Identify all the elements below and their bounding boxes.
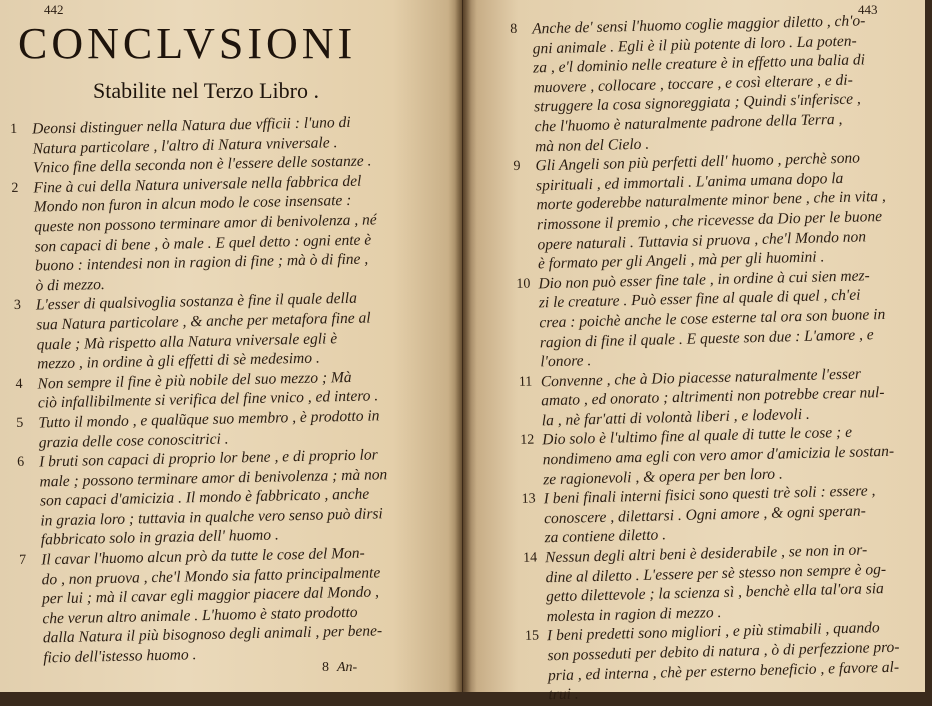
entry-line: muovere , collocare , toccare , e così elterare , e di- — [533, 71, 853, 97]
entry-number: 5 — [16, 415, 24, 431]
entry-line: conoscere , dilettarsi . Ogni amore , & ogni speran- — [543, 502, 867, 528]
entry-number: 10 — [516, 276, 531, 292]
entry-line: za contiene diletto . — [544, 526, 667, 547]
page-number-right: 443 — [858, 2, 878, 17]
conclusion-entry — [19, 542, 441, 668]
entry-line: do , non pruova , che'l Mondo sia fatto principalmente — [41, 564, 381, 589]
page-number-left: 442 — [44, 2, 64, 17]
entry-line: nondimeno ama egli con vero amor d'amicizia le sostan- — [542, 442, 895, 469]
entry-line: Non sempre il fine è più nobile del suo mezzo ; Mà — [37, 368, 352, 393]
entry-number: 2 — [11, 180, 19, 196]
entry-number: 8 — [510, 21, 518, 37]
entry-line: son capaci d'amicizia . Il mondo è fabbricato , anche — [39, 485, 370, 510]
entry-line: crea : poichè anche le cose esterne tal ora son buone in — [539, 305, 886, 332]
entry-line: male ; possono terminare amor di benivolenza ; mà non — [39, 465, 388, 491]
entry-line: l'onore . — [540, 352, 592, 371]
entry-line: ragion di fine il quale . E queste son due : L'amore , e — [539, 325, 874, 351]
right-page — [463, 0, 925, 704]
entry-line: che verun altro animale . L'huomo è stato prodotto — [42, 603, 358, 628]
entry-line: son capaci di bene , ò male . E quel detto : ogni ente è — [34, 231, 372, 256]
catchword — [322, 660, 357, 676]
entry-line: Dio non può esser fine tale , in ordine à cui sien mez- — [538, 267, 870, 293]
left-text-column — [10, 111, 441, 668]
entry-line: Fine à cui della Natura universale nella fabbrica del — [33, 172, 362, 197]
entry-number: 6 — [17, 454, 25, 471]
entry-line: Vnico fine della seconda non è l'essere delle sostanze . — [32, 152, 372, 177]
entry-line: I beni predetti sono migliori , e più stimabili , quando — [546, 619, 880, 645]
entry-number: 13 — [521, 491, 536, 508]
entry-line: son posseduti per debito di natura , ò di perfezzione pro- — [547, 638, 900, 665]
entry-line: spirituali , ed immortali . L'anima umana dopo la — [535, 169, 844, 195]
entry-line: trui . — [548, 685, 579, 704]
entry-line: Dio solo è l'ultimo fine al quale di tutte le cose ; e — [542, 424, 853, 449]
entry-number: 15 — [524, 628, 540, 645]
entry-line: amato , ed onorato ; altrimenti non potrebbe crear nul- — [541, 384, 885, 410]
entry-line: queste non possono terminare amor di benivolenza , né — [34, 211, 377, 236]
entry-line: Nessun degli altri beni è desiderabile , se non in or- — [544, 541, 868, 567]
entry-line: zi le creature . Può esser fine al quale di quel , ch'ei — [538, 286, 861, 312]
entry-line: quale ; Mà rispetto alla Natura vniversale egli è — [36, 329, 338, 354]
entry-number: 7 — [19, 552, 27, 568]
entry-line: fabbricato solo in grazia dell' huomo . — [40, 526, 279, 549]
entry-line: buono : intendesi non in ragion di fine ; mà ò di fine , — [34, 250, 369, 275]
entry-line: rimossone il premio , che ricevesse da Dio per le buone — [536, 207, 883, 234]
entry-line: pria , ed interna , chè per esterno beneficio , e favore al- — [547, 658, 900, 684]
entry-number: 1 — [10, 121, 18, 137]
entry-line: ficio dell'istesso huomo . — [43, 646, 197, 667]
entry-line: morte goderebbe naturalmente minor bene , che in vita , — [536, 188, 887, 214]
entry-line: la , nè far'atti di volontà liberi , e lodevoli . — [541, 405, 811, 430]
entry-line: struggere la cosa signoreggiata ; Quindi s'inferisce , — [533, 90, 862, 116]
entry-line: dalla Natura il più bisognoso degli animali , per bene- — [42, 622, 383, 647]
entry-line: Tutto il mondo , e qualũque suo membro , è prodotto in — [38, 407, 380, 432]
conclusion-entry — [521, 480, 927, 549]
entry-line: in grazia loro ; tuttavia in qualche vero senso può dirsi — [40, 505, 383, 530]
conclusion-entry — [520, 421, 926, 490]
entry-line: sua Natura particolare , & anche per metafora fine al — [36, 309, 371, 334]
entry-line: L'esser di qualsivoglia sostanza è fine il quale della — [35, 290, 358, 314]
entry-line: Anche de' sensi l'huomo coglie maggior diletto , ch'o- — [532, 12, 866, 38]
entry-line: ò di mezzo. — [35, 275, 105, 295]
page-subtitle: Stabilite nel Terzo Libro . — [93, 78, 319, 103]
entry-line: getto dilettevole ; la scienza sì , benchè ella tal'ora sia — [545, 580, 885, 606]
conclusion-entry — [14, 288, 436, 375]
conclusion-entry — [17, 444, 439, 551]
entry-line: Gli Angeli son più perfetti dell' huomo , perchè sono — [535, 149, 861, 175]
conclusion-entry — [11, 170, 433, 296]
entry-line: za , e'l dominio nelle creature è in effetto una balia di — [532, 51, 866, 77]
entry-line: Deonsi distinguer nella Natura due vfficii : l'uno di — [32, 113, 351, 138]
page-title: CONCLVSIONI — [18, 19, 357, 68]
entry-line: mezzo , in ordine à gli effetti di sè medesimo . — [36, 349, 320, 373]
entry-line: dine al diletto . L'essere per sè stesso non sempre è og- — [545, 560, 887, 586]
right-text-column — [510, 10, 932, 705]
conclusion-entry — [510, 10, 918, 157]
entry-line: gni animale . Egli è il più potente di loro . La poten- — [532, 32, 857, 58]
entry-line: I beni finali interni fisici sono questi trè soli : essere , — [543, 482, 876, 508]
entry-line: I bruti son capaci di proprio lor bene , e di proprio lor — [38, 446, 378, 471]
entry-number: 9 — [513, 158, 521, 175]
entry-line: Mondo non furon in alcun modo le cose insensate : — [33, 192, 352, 216]
conclusion-entry — [10, 111, 431, 179]
entry-line: mà non del Cielo . — [534, 135, 650, 155]
entry-line: Convenne , che à Dio piacesse naturalmente l'esser — [540, 365, 862, 391]
conclusion-entry — [516, 265, 923, 373]
left-page — [0, 0, 462, 692]
entry-line: grazia delle cose conoscitrici . — [38, 429, 229, 451]
entry-number: 4 — [15, 376, 23, 392]
entry-line: che l'huomo è naturalmente padrone della Terra , — [534, 110, 843, 136]
catchword-number: 8 — [322, 660, 329, 675]
entry-line: ze ragionevoli , & opera per ben loro . — [543, 465, 784, 488]
entry-line: opere naturali . Tuttavia si pruova , che'l Mondo non — [537, 227, 867, 253]
entry-number: 14 — [522, 550, 538, 566]
conclusion-entry — [523, 539, 930, 627]
entry-number: 3 — [13, 298, 22, 314]
entry-line: è formato per gli Angeli , mà per gli huomini . — [537, 248, 825, 273]
entry-line: molesta in ragion di mezzo . — [546, 603, 722, 626]
entry-line: Natura particolare , l'altro di Natura vniversale . — [32, 133, 338, 158]
entry-line: per lui ; mà il cavar egli maggior piacere dal Mondo , — [41, 583, 380, 608]
entry-number: 12 — [520, 433, 535, 449]
entry-line: ciò infallibilmente si verifica del fine vnico , ed intero . — [37, 387, 379, 412]
catchword-text: An- — [337, 660, 358, 675]
conclusion-entry — [519, 363, 925, 432]
conclusion-entry — [525, 617, 932, 705]
entry-number: 11 — [518, 374, 533, 390]
entry-line: Il cavar l'huomo alcun prò da tutte le cose del Mon- — [41, 544, 365, 569]
conclusion-entry — [513, 147, 921, 274]
